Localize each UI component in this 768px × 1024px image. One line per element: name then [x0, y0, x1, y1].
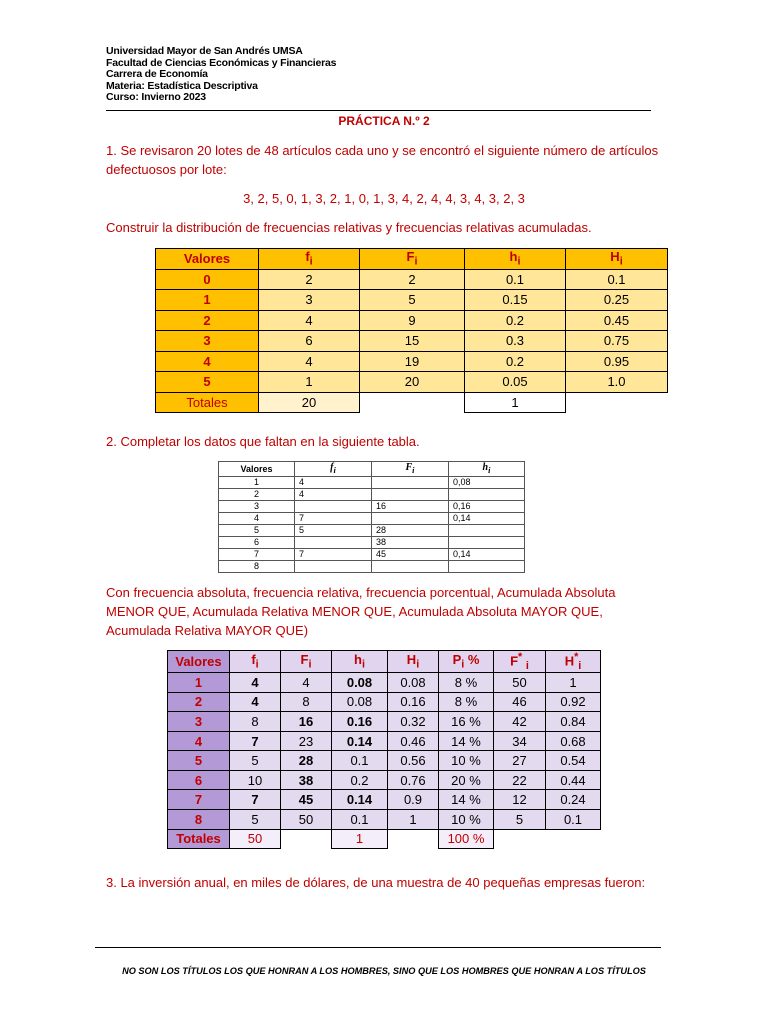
table-row [156, 310, 668, 331]
totals-label: Totales [168, 829, 230, 849]
data-cell: 0.1 [546, 810, 601, 830]
value-cell: 3 [219, 501, 295, 513]
header-cell: $H^*_i$ [546, 651, 601, 673]
data-cell: 6 [259, 331, 360, 352]
empty-cell [388, 829, 439, 849]
value-cell: 1 [168, 672, 230, 692]
total-h-cell: 1 [465, 392, 566, 413]
data-cell: 0.05 [465, 372, 566, 393]
data-cell: 4 [295, 489, 372, 501]
header-cell: $F_i$ [360, 249, 465, 270]
totals-row [168, 829, 601, 849]
empty-cell [546, 829, 601, 849]
data-cell: 0.44 [546, 770, 601, 790]
data-cell: 2 [259, 269, 360, 290]
q1-data: 3, 2, 5, 0, 1, 3, 2, 1, 0, 1, 3, 4, 2, 4, 4, 3, 4, 3, 2, 3 [243, 191, 525, 206]
value-cell: 4 [219, 513, 295, 525]
footer-motto: NO SON LOS TÍTULOS LOS QUE HONRAN A LOS HOMBRES, SINO QUE LOS HOMBRES QUE HONRAN A LOS TÍTULOS [122, 966, 646, 976]
data-cell: 0.1 [332, 810, 388, 830]
table-row [168, 790, 601, 810]
data-cell: 2 [360, 269, 465, 290]
empty-cell [494, 829, 546, 849]
data-cell: 0,14 [449, 549, 525, 561]
totals-row [156, 392, 668, 413]
data-cell [449, 537, 525, 549]
value-cell: 3 [156, 331, 259, 352]
data-cell: 0,14 [449, 513, 525, 525]
table-row [156, 290, 668, 311]
data-cell: 0.45 [566, 310, 668, 331]
data-cell: 1.0 [566, 372, 668, 393]
data-cell: 28 [281, 751, 332, 771]
data-cell: 7 [230, 731, 281, 751]
table-row [168, 770, 601, 790]
empty-cell [566, 392, 668, 413]
header-cell: $F_i$ [281, 651, 332, 673]
data-cell: 38 [372, 537, 449, 549]
data-cell: 0.2 [332, 770, 388, 790]
q2-text: 2. Completar los datos que faltan en la siguiente tabla. [106, 434, 420, 449]
table-row [219, 477, 525, 489]
data-cell: 4 [230, 692, 281, 712]
total-f-cell: 50 [230, 829, 281, 849]
header-cell: $f_i$ [259, 249, 360, 270]
data-cell [449, 561, 525, 573]
table-row [156, 372, 668, 393]
value-cell: 2 [156, 310, 259, 331]
career-name: Carrera de Economía [106, 68, 208, 81]
data-cell: 1 [546, 672, 601, 692]
data-cell [295, 561, 372, 573]
data-cell: 5 [295, 525, 372, 537]
data-cell: 8 % [439, 672, 494, 692]
page-title: PRÁCTICA N.º 2 [338, 114, 430, 128]
header-cell: Valores [168, 651, 230, 673]
data-cell: 5 [230, 810, 281, 830]
data-cell: 34 [494, 731, 546, 751]
table-row [168, 731, 601, 751]
header-cell: $H_i$ [388, 651, 439, 673]
header-cell: $H_i$ [566, 249, 668, 270]
data-cell: 0.1 [332, 751, 388, 771]
data-cell: 8 [281, 692, 332, 712]
value-cell: 8 [219, 561, 295, 573]
table-row [156, 351, 668, 372]
data-cell: 5 [494, 810, 546, 830]
data-cell [295, 537, 372, 549]
table-row [219, 489, 525, 501]
data-cell: 4 [295, 477, 372, 489]
header-cell: Valores [219, 462, 295, 477]
data-cell: 4 [259, 310, 360, 331]
university-name: Universidad Mayor de San Andrés UMSA [106, 45, 303, 57]
data-cell [372, 513, 449, 525]
data-cell: 27 [494, 751, 546, 771]
data-cell: 3 [259, 290, 360, 311]
totals-label: Totales [156, 392, 259, 413]
q2-instruction: Con frecuencia absoluta, frecuencia relativa, frecuencia porcentual, Acumulada Absoluta MENOR QUE, Acumulada Relativa MENOR QUE, Acumulada Absoluta MAYOR QUE, Acumulada Relativa MAYOR QUE) [106, 585, 616, 638]
q1-text: 1. Se revisaron 20 lotes de 48 artículos cada uno y se encontró el siguiente número de artículos defectuosos por lote: [106, 143, 659, 177]
data-cell: 42 [494, 712, 546, 732]
data-cell: 9 [360, 310, 465, 331]
value-cell: 2 [219, 489, 295, 501]
data-cell: 5 [360, 290, 465, 311]
header-cell: $P_i$ % [439, 651, 494, 673]
table-row [168, 751, 601, 771]
data-cell: 0.08 [332, 672, 388, 692]
header-cell: $h_i$ [449, 462, 525, 477]
value-cell: 4 [156, 351, 259, 372]
header-cell: $h_i$ [465, 249, 566, 270]
data-cell: 20 % [439, 770, 494, 790]
data-cell: 45 [372, 549, 449, 561]
value-cell: 1 [219, 477, 295, 489]
data-cell: 5 [230, 751, 281, 771]
table-row [219, 537, 525, 549]
table-row [168, 692, 601, 712]
data-cell: 50 [281, 810, 332, 830]
table-row [219, 549, 525, 561]
header-cell: $f_i$ [295, 462, 372, 477]
data-cell: 0.1 [566, 269, 668, 290]
data-cell: 1 [388, 810, 439, 830]
data-cell: 0.16 [388, 692, 439, 712]
data-cell: 16 [372, 501, 449, 513]
data-cell: 38 [281, 770, 332, 790]
data-cell: 1 [259, 372, 360, 393]
data-cell: 23 [281, 731, 332, 751]
table-row [219, 561, 525, 573]
total-p-cell: 100 % [439, 829, 494, 849]
data-cell [372, 489, 449, 501]
data-cell: 28 [372, 525, 449, 537]
q3-text: 3. La inversión anual, en miles de dólares, de una muestra de 40 pequeñas empresas fueron: [106, 875, 646, 890]
faculty-name: Facultad de Ciencias Económicas y Financieras [106, 56, 337, 69]
total-h-cell: 1 [332, 829, 388, 849]
table-header-row [168, 651, 601, 673]
data-cell: 4 [281, 672, 332, 692]
data-cell: 0.46 [388, 731, 439, 751]
table-row [168, 672, 601, 692]
value-cell: 5 [156, 372, 259, 393]
data-cell: 14 % [439, 731, 494, 751]
data-cell: 7 [295, 549, 372, 561]
data-cell: 0.25 [566, 290, 668, 311]
data-cell: 0.14 [332, 731, 388, 751]
data-cell: 4 [230, 672, 281, 692]
data-cell: 0.14 [332, 790, 388, 810]
data-cell: 10 [230, 770, 281, 790]
document-header [106, 46, 336, 104]
data-cell: 0,16 [449, 501, 525, 513]
data-cell: 0.08 [332, 692, 388, 712]
value-cell: 6 [219, 537, 295, 549]
course-name: Curso: Invierno 2023 [106, 91, 206, 104]
value-cell: 6 [168, 770, 230, 790]
subject-name: Materia: Estadística Descriptiva [106, 79, 258, 92]
value-cell: 3 [168, 712, 230, 732]
data-cell: 0.2 [465, 310, 566, 331]
value-cell: 1 [156, 290, 259, 311]
data-cell: 14 % [439, 790, 494, 810]
data-cell: 0.2 [465, 351, 566, 372]
data-cell [372, 561, 449, 573]
data-cell: 0.32 [388, 712, 439, 732]
total-f-cell: 20 [259, 392, 360, 413]
value-cell: 7 [168, 790, 230, 810]
data-cell: 16 % [439, 712, 494, 732]
data-cell: 0.75 [566, 331, 668, 352]
data-cell [449, 525, 525, 537]
table-row [168, 810, 601, 830]
data-cell: 10 % [439, 810, 494, 830]
value-cell: 2 [168, 692, 230, 712]
table-row [156, 331, 668, 352]
data-cell: 0.1 [465, 269, 566, 290]
data-cell: 22 [494, 770, 546, 790]
data-cell: 15 [360, 331, 465, 352]
empty-cell [281, 829, 332, 849]
value-cell: 0 [156, 269, 259, 290]
table-row [219, 525, 525, 537]
header-cell: Valores [156, 249, 259, 270]
data-cell [295, 501, 372, 513]
data-cell: 45 [281, 790, 332, 810]
data-cell: 50 [494, 672, 546, 692]
value-cell: 5 [219, 525, 295, 537]
q2-complete-table [167, 650, 601, 849]
header-cell: $F_i$ [372, 462, 449, 477]
header-cell: $h_i$ [332, 651, 388, 673]
data-cell: 12 [494, 790, 546, 810]
data-cell: 8 [230, 712, 281, 732]
data-cell: 0.15 [465, 290, 566, 311]
data-cell: 0.92 [546, 692, 601, 712]
data-cell: 0.9 [388, 790, 439, 810]
table-row [219, 501, 525, 513]
data-cell: 4 [259, 351, 360, 372]
data-cell: 10 % [439, 751, 494, 771]
data-cell: 0.08 [388, 672, 439, 692]
empty-cell [360, 392, 465, 413]
table-header-row [156, 249, 668, 270]
data-cell [372, 477, 449, 489]
data-cell: 0.3 [465, 331, 566, 352]
data-cell: 0.24 [546, 790, 601, 810]
data-cell: 7 [230, 790, 281, 810]
data-cell: 0,08 [449, 477, 525, 489]
data-cell: 20 [360, 372, 465, 393]
value-cell: 7 [219, 549, 295, 561]
value-cell: 5 [168, 751, 230, 771]
q1-instruction: Construir la distribución de frecuencias relativas y frecuencias relativas acumuladas. [106, 220, 592, 235]
header-cell: $f_i$ [230, 651, 281, 673]
data-cell: 0.56 [388, 751, 439, 771]
value-cell: 4 [168, 731, 230, 751]
table-row [168, 712, 601, 732]
header-cell: F* $_i$ [494, 651, 546, 673]
data-cell: 0.54 [546, 751, 601, 771]
table-row [156, 269, 668, 290]
data-cell: 0.68 [546, 731, 601, 751]
q1-frequency-table [155, 248, 668, 413]
table-header-row [219, 462, 525, 477]
data-cell [449, 489, 525, 501]
q2-incomplete-table [218, 461, 525, 573]
data-cell: 7 [295, 513, 372, 525]
data-cell: 0.84 [546, 712, 601, 732]
data-cell: 0.95 [566, 351, 668, 372]
data-cell: 16 [281, 712, 332, 732]
table-row [219, 513, 525, 525]
value-cell: 8 [168, 810, 230, 830]
header-divider [106, 110, 651, 111]
data-cell: 8 % [439, 692, 494, 712]
data-cell: 0.76 [388, 770, 439, 790]
footer-divider [95, 947, 661, 948]
data-cell: 19 [360, 351, 465, 372]
data-cell: 0.16 [332, 712, 388, 732]
data-cell: 46 [494, 692, 546, 712]
